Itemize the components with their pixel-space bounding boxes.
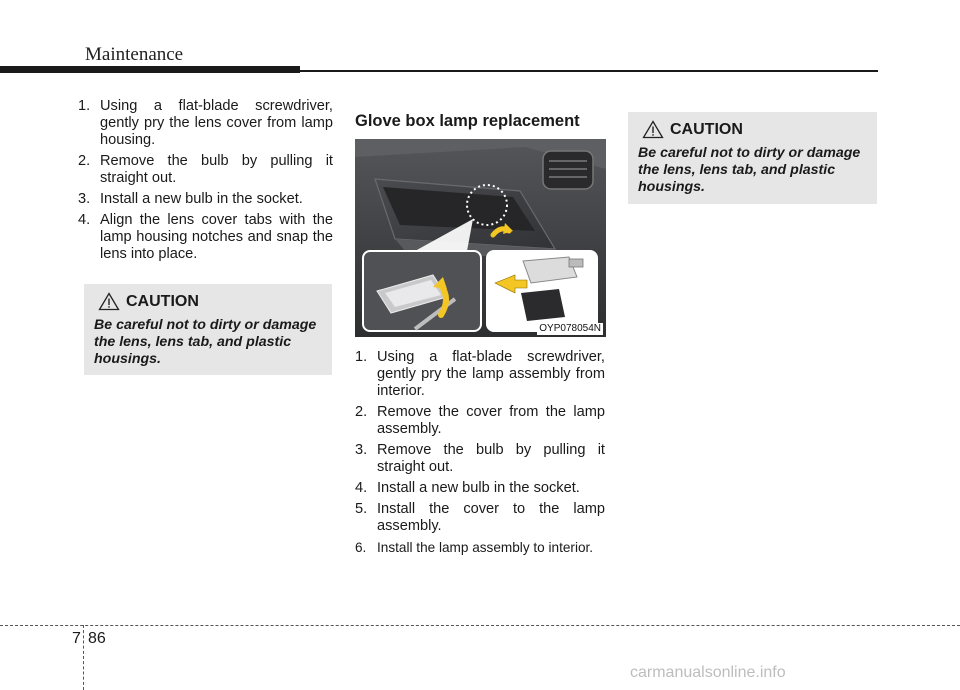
list-item: 4. Align the lens cover tabs with the lamp housing notches and snap the lens into place. bbox=[78, 212, 333, 262]
list-item: 4. Install a new bulb in the socket. bbox=[355, 480, 580, 496]
caution-heading: CAUTION bbox=[94, 292, 322, 311]
chapter-number: 7 bbox=[72, 630, 81, 647]
footer-rule bbox=[0, 625, 960, 626]
figure-code: OYP078054N bbox=[539, 323, 601, 334]
caution-text: Be careful not to dirty or damage the lens, lens tab, and plastic housings. bbox=[638, 145, 861, 195]
warning-triangle-icon bbox=[642, 120, 664, 139]
page-header-title: Maintenance bbox=[85, 44, 184, 65]
middle-column bbox=[355, 349, 605, 560]
header-rule-thick bbox=[0, 66, 300, 73]
list-item: 3. Install a new bulb in the socket. bbox=[78, 191, 303, 207]
list-item: 3. Remove the bulb by pulling it straight out. bbox=[355, 442, 605, 475]
watermark: carmanualsonline.info bbox=[630, 664, 786, 681]
list-item: 5. Install the cover to the lamp assembly. bbox=[355, 501, 605, 534]
air-vent-illustration bbox=[543, 151, 593, 189]
header-rule-thin bbox=[300, 70, 878, 72]
caution-box-right bbox=[628, 112, 877, 204]
list-item: 1. Using a flat-blade screwdriver, gently pry the lamp assembly from interior. bbox=[355, 349, 605, 399]
warning-triangle-icon bbox=[98, 292, 120, 311]
glove-box-lamp-figure bbox=[355, 139, 606, 337]
list-item: 2. Remove the bulb by pulling it straight out. bbox=[78, 153, 333, 186]
glove-box-illustration bbox=[355, 139, 606, 337]
caution-text: Be careful not to dirty or damage the lens, lens tab, and plastic housings. bbox=[94, 317, 317, 367]
left-steps-list bbox=[78, 98, 333, 263]
page-number: 86 bbox=[88, 630, 106, 647]
inset-lamp-assembly bbox=[487, 251, 597, 331]
inset-lens-removal bbox=[363, 251, 481, 331]
left-column bbox=[78, 98, 333, 267]
list-item: 1. Using a flat-blade screwdriver, gently pry the lens cover from lamp housing. bbox=[78, 98, 333, 148]
middle-steps-list bbox=[355, 349, 605, 556]
caution-heading: CAUTION bbox=[638, 120, 867, 139]
footer-divider bbox=[83, 625, 84, 690]
caution-box-left bbox=[84, 284, 332, 375]
section-heading: Glove box lamp replacement bbox=[355, 112, 580, 130]
list-item: 2. Remove the cover from the lamp assembly. bbox=[355, 404, 605, 437]
list-item: 6. Install the lamp assembly to interior. bbox=[355, 540, 594, 555]
